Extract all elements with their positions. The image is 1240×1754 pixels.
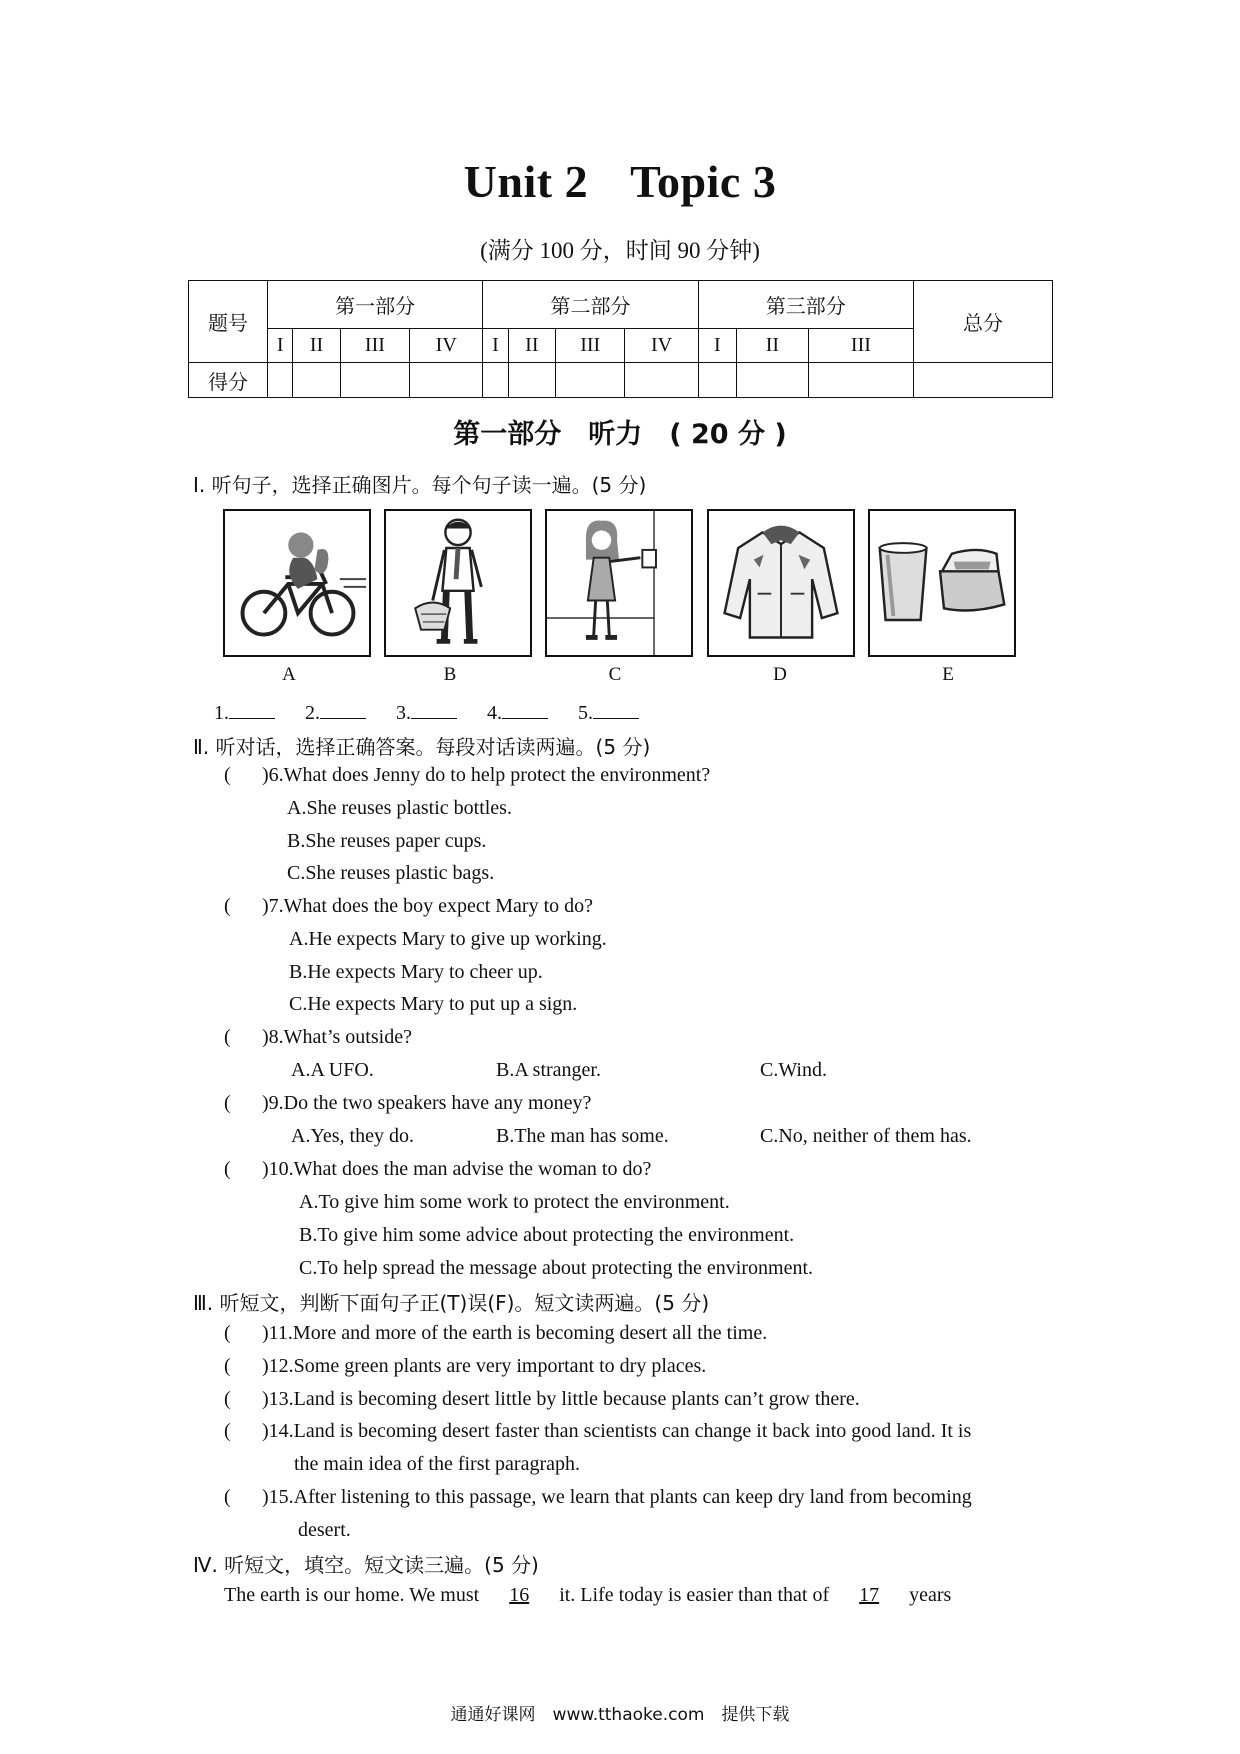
title-topic: Topic 3 [630,156,777,207]
man-with-basket-icon [386,511,530,655]
score-cell[interactable] [808,363,913,398]
blank-label: 2. [305,702,320,724]
option: B.He expects Mary to cheer up. [289,961,543,983]
question-14-cont: the main idea of the first paragraph. [294,1453,580,1475]
col-header: II [293,329,340,363]
score-cell[interactable] [268,363,293,398]
question-6: ( )6.What does Jenny do to help protect the environment? [224,764,711,786]
option: A.He expects Mary to give up working. [289,928,607,950]
page-subtitle: (满分 100 分，时间 90 分钟) [480,238,760,263]
option: A.To give him some work to protect the environment. [299,1191,730,1213]
col-header: III [808,329,913,363]
option: C.To help spread the message about protecting the environment. [299,1257,814,1279]
answer-blanks [214,700,639,725]
score-cell[interactable] [737,363,809,398]
question-12: ( )12.Some green plants are very important to dry places. [224,1355,707,1377]
score-cell[interactable] [410,363,483,398]
col-header: I [698,329,736,363]
col-header: IV [410,329,483,363]
cup-and-box-icon [870,511,1014,655]
option: A.A UFO. [291,1059,374,1081]
passage-line: The earth is our home. We must 16 it. Life today is easier than that of 17 years [224,1584,952,1606]
picture-label: D [773,664,787,685]
score-table [188,280,1053,398]
blank-label: 3. [396,702,411,724]
question-8: ( )8.What’s outside? [224,1026,412,1048]
blank-17[interactable]: 17 [859,1584,880,1606]
part-heading: 第一部分 听力 ( 20 分 ) [453,419,787,450]
total-score-cell[interactable] [914,363,1053,398]
question-15: ( )15.After listening to this passage, we learn that plants can keep dry land from becoming [224,1486,972,1508]
part3-header: 第三部分 [698,281,913,329]
girl-switch-icon [547,511,691,655]
section1-heading: Ⅰ. 听句子，选择正确图片。每个句子读一遍。(5 分) [193,473,647,497]
picture-e [868,509,1016,657]
score-cell[interactable] [293,363,340,398]
option: C.He expects Mary to put up a sign. [289,993,578,1015]
option: B.The man has some. [496,1125,669,1147]
answer-blank[interactable] [502,700,548,719]
option: C.Wind. [760,1059,827,1081]
page-title [0,155,1240,208]
blank-label: 5. [578,702,593,724]
option: B.To give him some advice about protecting the environment. [299,1224,795,1246]
section3-heading: Ⅲ. 听短文，判断下面句子正(T)误(F)。短文读两遍。(5 分) [193,1291,710,1315]
score-cell[interactable] [698,363,736,398]
page-footer: 通通好课网 www.tthaoke.com 提供下载 [450,1705,790,1725]
score-cell[interactable] [556,363,625,398]
section2-heading: Ⅱ. 听对话，选择正确答案。每段对话读两遍。(5 分) [193,735,651,759]
part2-header: 第二部分 [483,281,698,329]
col-header: IV [625,329,698,363]
option: B.A stranger. [496,1059,601,1081]
part1-header: 第一部分 [268,281,483,329]
picture-label: A [282,664,296,685]
bicycle-icon [225,511,369,655]
col-header: I [483,329,508,363]
blank-16[interactable]: 16 [509,1584,530,1606]
option: A.Yes, they do. [291,1125,414,1147]
option: B.She reuses paper cups. [287,830,487,852]
score-cell[interactable] [340,363,409,398]
section4-heading: Ⅳ. 听短文，填空。短文读三遍。(5 分) [193,1553,539,1577]
option: C.She reuses plastic bags. [287,862,495,884]
option: A.She reuses plastic bottles. [287,797,512,819]
picture-label: C [608,664,622,685]
blank-label: 4. [487,702,502,724]
option: C.No, neither of them has. [760,1125,972,1147]
question-7: ( )7.What does the boy expect Mary to do? [224,895,594,917]
score-cell[interactable] [508,363,555,398]
question-10: ( )10.What does the man advise the woman to do? [224,1158,652,1180]
picture-b [384,509,532,657]
col-header: II [737,329,809,363]
question-9: ( )9.Do the two speakers have any money? [224,1092,592,1114]
blank-label: 1. [214,702,229,724]
score-cell[interactable] [483,363,508,398]
picture-a [223,509,371,657]
col-header: III [556,329,625,363]
answer-blank[interactable] [593,700,639,719]
picture-label: B [443,664,457,685]
answer-blank[interactable] [229,700,275,719]
col-header: I [268,329,293,363]
title-unit: Unit 2 [463,156,589,207]
question-11: ( )11.More and more of the earth is becoming desert all the time. [224,1322,768,1344]
col-header: II [508,329,555,363]
answer-blank[interactable] [411,700,457,719]
picture-d [707,509,855,657]
question-15-cont: desert. [298,1519,351,1541]
question-number-label: 题号 [189,281,268,363]
score-label: 得分 [189,363,268,398]
col-header: III [340,329,409,363]
question-13: ( )13.Land is becoming desert little by little because plants can’t grow there. [224,1388,860,1410]
total-header: 总分 [914,281,1053,363]
question-14: ( )14.Land is becoming desert faster than scientists can change it back into good land. It is [224,1420,972,1442]
score-cell[interactable] [625,363,698,398]
jacket-icon [709,511,853,655]
picture-c [545,509,693,657]
picture-label: E [942,664,954,685]
answer-blank[interactable] [320,700,366,719]
